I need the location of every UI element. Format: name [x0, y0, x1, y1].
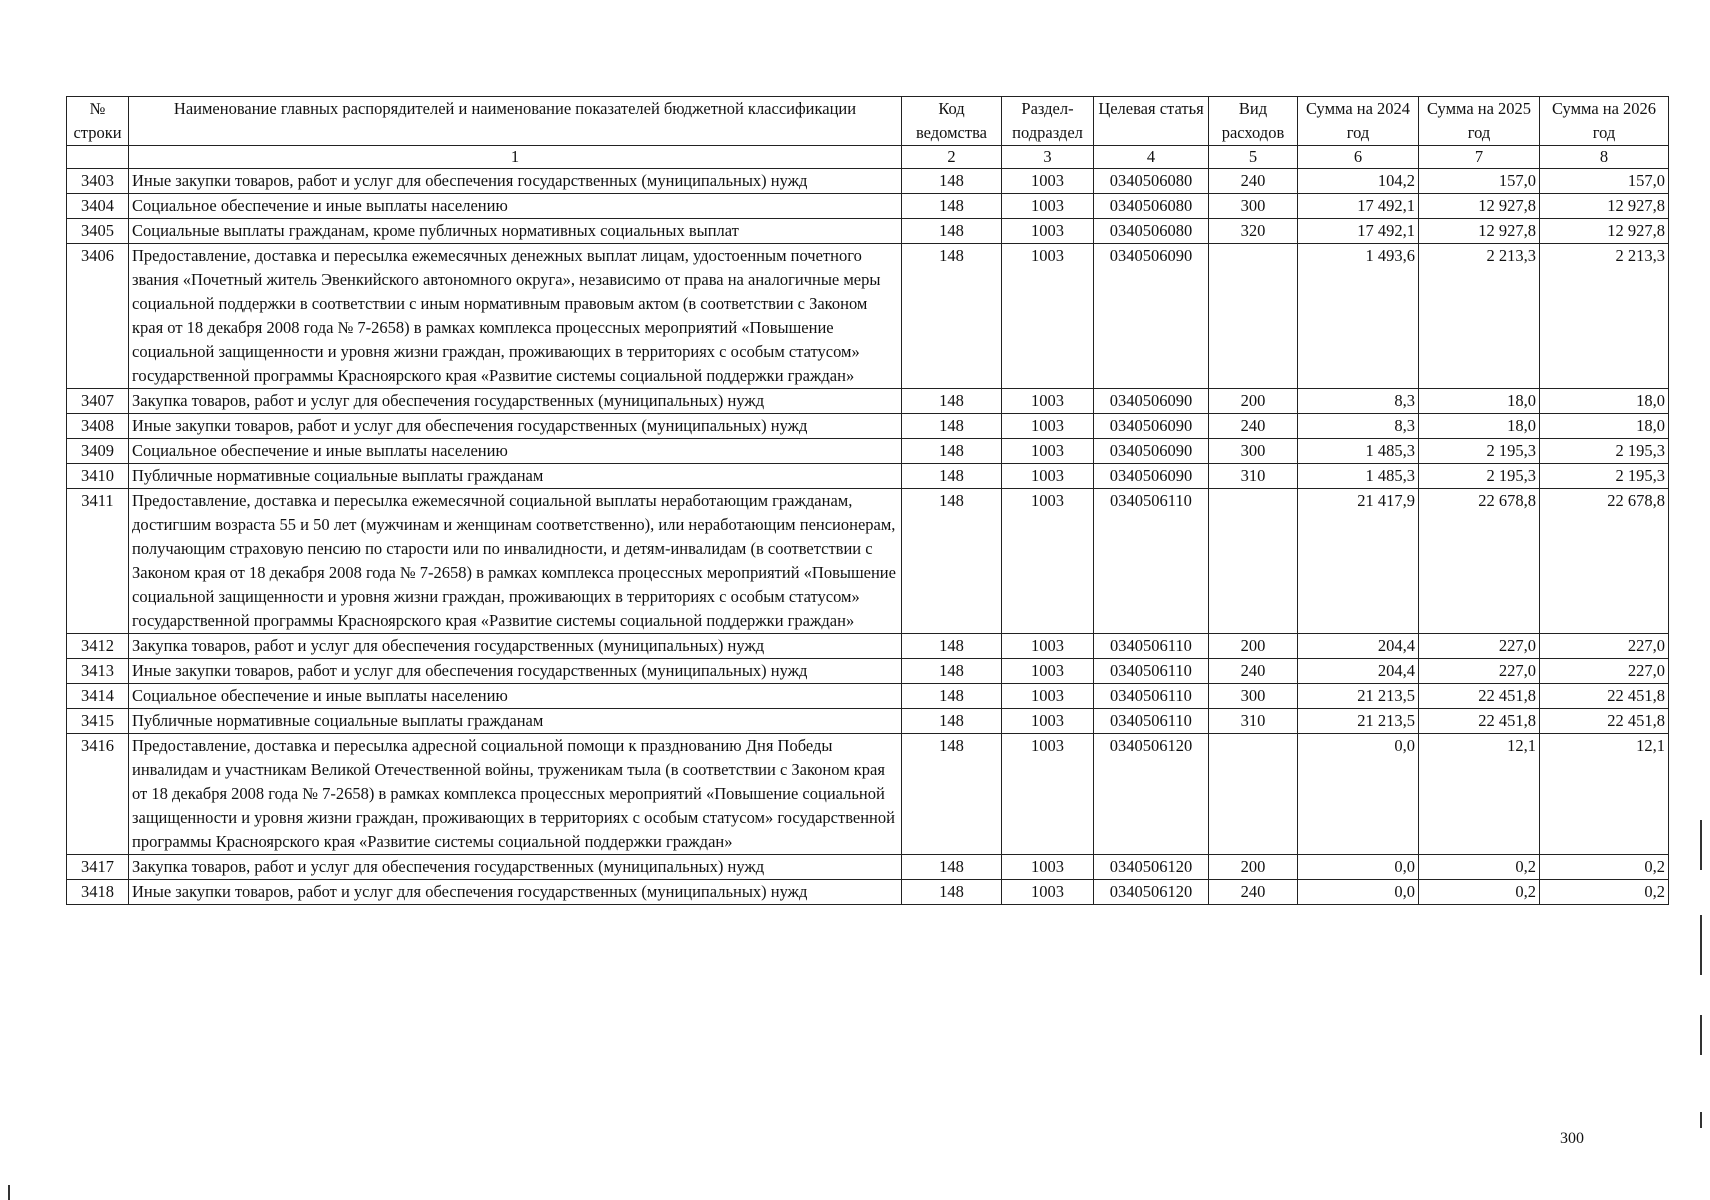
row-kind: [1209, 489, 1298, 634]
table-row: [67, 684, 1669, 709]
row-name: Публичные нормативные социальные выплаты гражданам: [129, 464, 902, 489]
row-name: Иные закупки товаров, работ и услуг для обеспечения государственных (муниципальных) нужд: [129, 169, 902, 194]
row-section: 1003: [1002, 414, 1094, 439]
table-row: [67, 489, 1669, 634]
row-name: Социальное обеспечение и иные выплаты населению: [129, 194, 902, 219]
scan-artifact: [1700, 820, 1702, 870]
row-target: 0340506080: [1094, 194, 1209, 219]
row-section: 1003: [1002, 734, 1094, 855]
budget-table: [66, 96, 1669, 905]
row-sum-2024: 21 213,5: [1298, 684, 1419, 709]
row-sum-2025: 18,0: [1419, 414, 1540, 439]
row-kind: [1209, 244, 1298, 389]
row-kind: 200: [1209, 389, 1298, 414]
row-target: 0340506120: [1094, 880, 1209, 905]
row-dept-code: 148: [902, 709, 1002, 734]
table-row: [67, 389, 1669, 414]
row-number: 3405: [67, 219, 129, 244]
scan-artifact: [1700, 1112, 1702, 1128]
column-number: 8: [1540, 146, 1669, 169]
row-name: Предоставление, доставка и пересылка ежемесячных денежных выплат лицам, удостоенным почетного звания «Почетный житель Эвенкийского автономного округа», независимо от права на аналогичные меры социальной поддержки в соответствии с иным нормативным правовым актом (в соответствии с Законом края от 18 декабря 2008 года № 7-2658) в рамках комплекса процессных мероприятий «Повышение социальной защищенности и уровня жизни граждан, проживающих в территориях с особым статусом» государственной программы Красноярского края «Развитие системы социальной поддержки граждан»: [129, 244, 902, 389]
row-sum-2025: 2 213,3: [1419, 244, 1540, 389]
row-target: 0340506110: [1094, 709, 1209, 734]
table-row: [67, 244, 1669, 389]
row-sum-2024: 1 485,3: [1298, 464, 1419, 489]
row-sum-2025: 2 195,3: [1419, 439, 1540, 464]
row-section: 1003: [1002, 634, 1094, 659]
row-sum-2025: 227,0: [1419, 634, 1540, 659]
row-section: 1003: [1002, 684, 1094, 709]
table-row: [67, 169, 1669, 194]
row-sum-2026: 12,1: [1540, 734, 1669, 855]
table-row: [67, 219, 1669, 244]
row-dept-code: 148: [902, 684, 1002, 709]
table-row: [67, 734, 1669, 855]
row-number: 3413: [67, 659, 129, 684]
table-row: [67, 880, 1669, 905]
row-number: 3412: [67, 634, 129, 659]
row-section: 1003: [1002, 194, 1094, 219]
row-number: 3406: [67, 244, 129, 389]
row-dept-code: 148: [902, 634, 1002, 659]
row-number: 3410: [67, 464, 129, 489]
row-sum-2025: 227,0: [1419, 659, 1540, 684]
row-number: 3415: [67, 709, 129, 734]
row-target: 0340506120: [1094, 734, 1209, 855]
row-sum-2025: 18,0: [1419, 389, 1540, 414]
row-section: 1003: [1002, 169, 1094, 194]
row-dept-code: 148: [902, 659, 1002, 684]
row-kind: 240: [1209, 169, 1298, 194]
column-number: 6: [1298, 146, 1419, 169]
row-kind: 310: [1209, 464, 1298, 489]
header-name: Наименование главных распорядителей и наименование показателей бюджетной классификации: [129, 97, 902, 146]
column-number: 5: [1209, 146, 1298, 169]
table-row: [67, 659, 1669, 684]
table-row: [67, 464, 1669, 489]
header-kind: Вид расходов: [1209, 97, 1298, 146]
row-sum-2026: 22 451,8: [1540, 709, 1669, 734]
row-dept-code: 148: [902, 244, 1002, 389]
table-row: [67, 855, 1669, 880]
row-dept-code: 148: [902, 389, 1002, 414]
row-sum-2025: 22 678,8: [1419, 489, 1540, 634]
row-section: 1003: [1002, 219, 1094, 244]
row-number: 3416: [67, 734, 129, 855]
row-dept-code: 148: [902, 219, 1002, 244]
row-kind: 200: [1209, 855, 1298, 880]
row-target: 0340506110: [1094, 634, 1209, 659]
row-number: 3414: [67, 684, 129, 709]
header-sum-2026: Сумма на 2026 год: [1540, 97, 1669, 146]
row-sum-2024: 1 485,3: [1298, 439, 1419, 464]
scan-artifact: [1700, 915, 1702, 975]
row-section: 1003: [1002, 439, 1094, 464]
row-name: Предоставление, доставка и пересылка ежемесячной социальной выплаты неработающим гражданам, достигшим возраста 55 и 50 лет (мужчинам и женщинам соответственно), или неработающим пенсионерам, получающим страховую пенсию по старости или по инвалидности, и детям-инвалидам (в соответствии с Законом края от 18 декабря 2008 года № 7-2658) в рамках комплекса процессных мероприятий «Повышение социальной защищенности и уровня жизни граждан, проживающих в территориях с особым статусом» государственной программы Красноярского края «Развитие системы социальной поддержки граждан»: [129, 489, 902, 634]
row-name: Социальное обеспечение и иные выплаты населению: [129, 684, 902, 709]
row-number: 3409: [67, 439, 129, 464]
row-kind: 240: [1209, 880, 1298, 905]
row-kind: 300: [1209, 194, 1298, 219]
header-sum-2024: Сумма на 2024 год: [1298, 97, 1419, 146]
row-target: 0340506090: [1094, 389, 1209, 414]
row-kind: 300: [1209, 439, 1298, 464]
row-sum-2025: 12,1: [1419, 734, 1540, 855]
row-dept-code: 148: [902, 855, 1002, 880]
row-section: 1003: [1002, 489, 1094, 634]
row-sum-2025: 22 451,8: [1419, 709, 1540, 734]
row-target: 0340506110: [1094, 659, 1209, 684]
row-sum-2026: 2 195,3: [1540, 464, 1669, 489]
row-name: Закупка товаров, работ и услуг для обеспечения государственных (муниципальных) нужд: [129, 855, 902, 880]
row-sum-2026: 227,0: [1540, 659, 1669, 684]
row-target: 0340506090: [1094, 414, 1209, 439]
table-row: [67, 439, 1669, 464]
table-header-row: [67, 97, 1669, 146]
scan-artifact: [1700, 1015, 1702, 1055]
row-sum-2024: 17 492,1: [1298, 194, 1419, 219]
row-target: 0340506120: [1094, 855, 1209, 880]
row-sum-2026: 227,0: [1540, 634, 1669, 659]
row-sum-2024: 204,4: [1298, 659, 1419, 684]
row-target: 0340506110: [1094, 489, 1209, 634]
row-sum-2026: 12 927,8: [1540, 194, 1669, 219]
row-sum-2026: 18,0: [1540, 389, 1669, 414]
row-sum-2026: 157,0: [1540, 169, 1669, 194]
row-sum-2025: 0,2: [1419, 880, 1540, 905]
row-kind: 310: [1209, 709, 1298, 734]
row-sum-2025: 22 451,8: [1419, 684, 1540, 709]
header-row-no: № строки: [67, 97, 129, 146]
row-kind: 240: [1209, 414, 1298, 439]
column-number: 7: [1419, 146, 1540, 169]
row-sum-2025: 2 195,3: [1419, 464, 1540, 489]
header-sum-2025: Сумма на 2025 год: [1419, 97, 1540, 146]
row-kind: 320: [1209, 219, 1298, 244]
row-sum-2024: 204,4: [1298, 634, 1419, 659]
row-sum-2024: 104,2: [1298, 169, 1419, 194]
row-sum-2026: 22 451,8: [1540, 684, 1669, 709]
row-sum-2025: 157,0: [1419, 169, 1540, 194]
row-sum-2026: 0,2: [1540, 855, 1669, 880]
row-target: 0340506090: [1094, 464, 1209, 489]
column-number: [67, 146, 129, 169]
row-name: Иные закупки товаров, работ и услуг для обеспечения государственных (муниципальных) нужд: [129, 659, 902, 684]
row-section: 1003: [1002, 855, 1094, 880]
row-sum-2024: 17 492,1: [1298, 219, 1419, 244]
row-name: Иные закупки товаров, работ и услуг для обеспечения государственных (муниципальных) нужд: [129, 414, 902, 439]
row-number: 3408: [67, 414, 129, 439]
row-name: Публичные нормативные социальные выплаты гражданам: [129, 709, 902, 734]
row-name: Социальное обеспечение и иные выплаты населению: [129, 439, 902, 464]
row-sum-2026: 2 195,3: [1540, 439, 1669, 464]
row-target: 0340506090: [1094, 244, 1209, 389]
scan-artifact: [8, 1185, 10, 1200]
row-dept-code: 148: [902, 734, 1002, 855]
row-sum-2026: 0,2: [1540, 880, 1669, 905]
row-number: 3417: [67, 855, 129, 880]
row-name: Закупка товаров, работ и услуг для обеспечения государственных (муниципальных) нужд: [129, 634, 902, 659]
row-sum-2024: 0,0: [1298, 734, 1419, 855]
row-name: Социальные выплаты гражданам, кроме публичных нормативных социальных выплат: [129, 219, 902, 244]
row-kind: 200: [1209, 634, 1298, 659]
column-number: 3: [1002, 146, 1094, 169]
row-sum-2026: 18,0: [1540, 414, 1669, 439]
row-sum-2025: 12 927,8: [1419, 219, 1540, 244]
row-name: Иные закупки товаров, работ и услуг для обеспечения государственных (муниципальных) нужд: [129, 880, 902, 905]
row-kind: [1209, 734, 1298, 855]
row-dept-code: 148: [902, 414, 1002, 439]
row-section: 1003: [1002, 244, 1094, 389]
row-sum-2025: 12 927,8: [1419, 194, 1540, 219]
row-kind: 300: [1209, 684, 1298, 709]
row-number: 3407: [67, 389, 129, 414]
row-sum-2026: 2 213,3: [1540, 244, 1669, 389]
column-number: 4: [1094, 146, 1209, 169]
row-section: 1003: [1002, 880, 1094, 905]
row-dept-code: 148: [902, 489, 1002, 634]
row-sum-2024: 1 493,6: [1298, 244, 1419, 389]
row-target: 0340506110: [1094, 684, 1209, 709]
header-dept-code: Код ведомства: [902, 97, 1002, 146]
row-sum-2024: 8,3: [1298, 389, 1419, 414]
row-dept-code: 148: [902, 169, 1002, 194]
header-target: Целевая статья: [1094, 97, 1209, 146]
row-dept-code: 148: [902, 439, 1002, 464]
row-sum-2026: 22 678,8: [1540, 489, 1669, 634]
row-sum-2026: 12 927,8: [1540, 219, 1669, 244]
row-target: 0340506080: [1094, 169, 1209, 194]
row-number: 3418: [67, 880, 129, 905]
table-body: [67, 169, 1669, 905]
row-section: 1003: [1002, 659, 1094, 684]
row-name: Предоставление, доставка и пересылка адресной социальной помощи к празднованию Дня Победы инвалидам и участникам Великой Отечественной войны, труженикам тыла (в соответствии с Законом края от 18 декабря 2008 года № 7-2658) в рамках комплекса процессных мероприятий «Повышение социальной защищенности и уровня жизни граждан, проживающих в территориях с особым статусом» государственной программы Красноярского края «Развитие системы социальной поддержки граждан»: [129, 734, 902, 855]
row-sum-2024: 0,0: [1298, 880, 1419, 905]
table-row: [67, 709, 1669, 734]
row-target: 0340506080: [1094, 219, 1209, 244]
table-row: [67, 634, 1669, 659]
row-sum-2025: 0,2: [1419, 855, 1540, 880]
header-section: Раздел-подраздел: [1002, 97, 1094, 146]
row-section: 1003: [1002, 464, 1094, 489]
row-number: 3411: [67, 489, 129, 634]
row-number: 3404: [67, 194, 129, 219]
row-dept-code: 148: [902, 464, 1002, 489]
row-section: 1003: [1002, 389, 1094, 414]
column-number: 1: [129, 146, 902, 169]
column-number-row: [67, 146, 1669, 169]
row-sum-2024: 8,3: [1298, 414, 1419, 439]
row-dept-code: 148: [902, 880, 1002, 905]
table-row: [67, 414, 1669, 439]
row-kind: 240: [1209, 659, 1298, 684]
row-number: 3403: [67, 169, 129, 194]
table-row: [67, 194, 1669, 219]
row-dept-code: 148: [902, 194, 1002, 219]
row-sum-2024: 0,0: [1298, 855, 1419, 880]
page-number: 300: [1560, 1130, 1584, 1147]
row-sum-2024: 21 417,9: [1298, 489, 1419, 634]
row-name: Закупка товаров, работ и услуг для обеспечения государственных (муниципальных) нужд: [129, 389, 902, 414]
row-sum-2024: 21 213,5: [1298, 709, 1419, 734]
row-section: 1003: [1002, 709, 1094, 734]
column-number: 2: [902, 146, 1002, 169]
row-target: 0340506090: [1094, 439, 1209, 464]
